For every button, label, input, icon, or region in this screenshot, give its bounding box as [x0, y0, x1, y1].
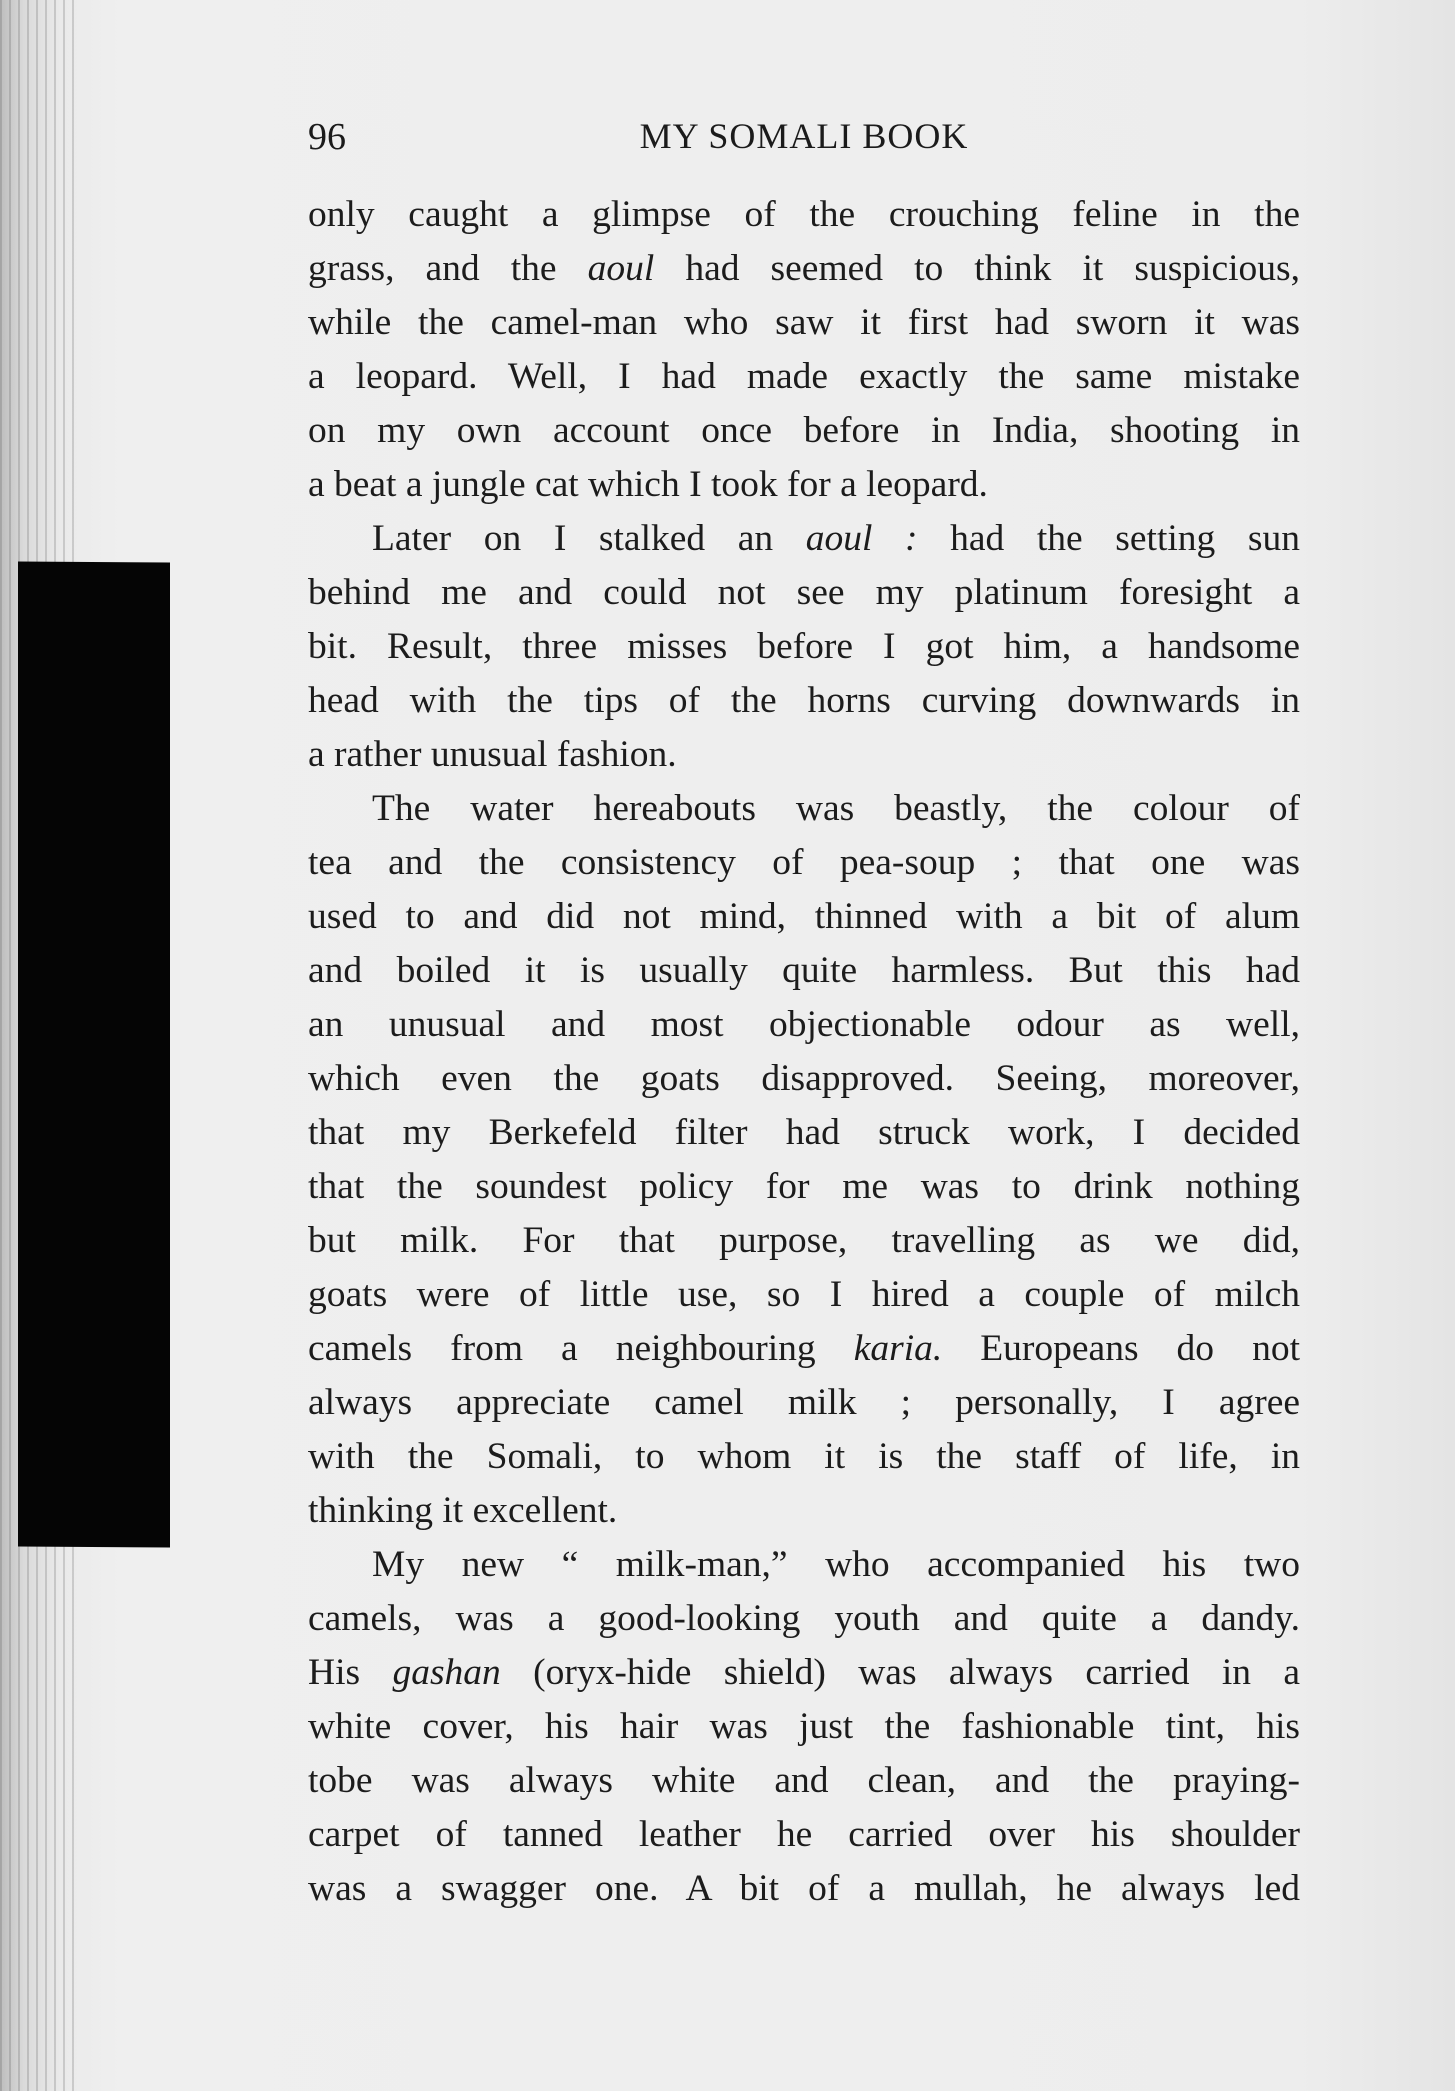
- text-line: [308, 1322, 1300, 1376]
- text-segment: an unusual and most objectionable odour as well,: [308, 1004, 1300, 1045]
- text-line: [308, 1214, 1300, 1268]
- text-line: [308, 350, 1300, 404]
- text-line: [308, 782, 1300, 836]
- text-line: [308, 1160, 1300, 1214]
- text-segment: was a swagger one. A bit of a mullah, he always led: [308, 1868, 1300, 1909]
- text-line: [308, 512, 1300, 566]
- text-segment: bit. Result, three misses before I got him, a handsome: [308, 626, 1300, 667]
- text-segment: only caught a glimpse of the crouching feline in the: [308, 194, 1300, 235]
- italic-term: aoul :: [805, 518, 918, 559]
- text-line: [308, 1646, 1300, 1700]
- page-number: 96: [308, 116, 346, 158]
- text-segment: a rather unusual fashion.: [308, 734, 677, 775]
- text-segment: (oryx-hide shield) was always carried in a: [500, 1652, 1300, 1693]
- body-text: [308, 188, 1300, 1916]
- text-segment: while the camel-man who saw it first had sworn it was: [308, 302, 1300, 343]
- text-line: [308, 1052, 1300, 1106]
- text-segment: behind me and could not see my platinum foresight a: [308, 572, 1300, 613]
- text-segment: with the Somali, to whom it is the staff of life, in: [308, 1436, 1300, 1477]
- text-segment: a leopard. Well, I had made exactly the same mistake: [308, 356, 1300, 397]
- italic-term: aoul: [587, 248, 655, 289]
- text-segment: The water hereabouts was beastly, the colour of: [372, 788, 1300, 829]
- text-line: [308, 188, 1300, 242]
- text-segment: a beat a jungle cat which I took for a leopard.: [308, 464, 988, 505]
- text-line: [308, 1376, 1300, 1430]
- text-segment: grass, and the: [308, 248, 588, 289]
- text-segment: on my own account once before in India, shooting in: [308, 410, 1300, 451]
- text-segment: carpet of tanned leather he carried over his shoulder: [308, 1814, 1300, 1855]
- text-segment: Later on I stalked an: [372, 518, 806, 559]
- text-line: [308, 1430, 1300, 1484]
- text-line: [308, 566, 1300, 620]
- running-head: MY SOMALI BOOK: [639, 116, 969, 156]
- text-line: [308, 836, 1300, 890]
- text-segment: camels from a neighbouring: [308, 1328, 854, 1369]
- text-line: [308, 404, 1300, 458]
- text-segment: used to and did not mind, thinned with a bit of alum: [308, 896, 1300, 937]
- text-segment: head with the tips of the horns curving downwards in: [308, 680, 1300, 721]
- text-segment: had seemed to think it suspicious,: [654, 248, 1300, 289]
- text-line: [308, 1592, 1300, 1646]
- text-segment: tobe was always white and clean, and the praying-: [308, 1760, 1300, 1801]
- text-line: [308, 674, 1300, 728]
- text-line: [308, 1268, 1300, 1322]
- text-segment: that the soundest policy for me was to drink nothing: [308, 1166, 1300, 1207]
- text-segment: and boiled it is usually quite harmless. But this had: [308, 950, 1300, 991]
- text-line: [308, 1700, 1300, 1754]
- text-line: [308, 1484, 1300, 1538]
- italic-term: karia.: [853, 1328, 943, 1369]
- black-tab-marker: [18, 561, 170, 1547]
- italic-term: gashan: [392, 1652, 501, 1693]
- page-header: [308, 115, 1300, 175]
- text-segment: which even the goats disapproved. Seeing, moreover,: [308, 1058, 1300, 1099]
- text-segment: thinking it excellent.: [308, 1490, 618, 1531]
- text-line: [308, 1106, 1300, 1160]
- text-line: [308, 1538, 1300, 1592]
- text-line: [308, 1754, 1300, 1808]
- text-segment: Europeans do not: [942, 1328, 1300, 1369]
- text-line: [308, 458, 1300, 512]
- text-segment: white cover, his hair was just the fashionable tint, his: [308, 1706, 1300, 1747]
- text-segment: My new “ milk-man,” who accompanied his two: [372, 1544, 1300, 1585]
- text-line: [308, 296, 1300, 350]
- text-line: [308, 944, 1300, 998]
- text-line: [308, 620, 1300, 674]
- text-segment: but milk. For that purpose, travelling as we did,: [308, 1220, 1300, 1261]
- text-segment: always appreciate camel milk ; personally, I agree: [308, 1382, 1300, 1423]
- text-segment: that my Berkefeld filter had struck work, I decided: [308, 1112, 1300, 1153]
- text-line: [308, 242, 1300, 296]
- text-line: [308, 890, 1300, 944]
- text-line: [308, 728, 1300, 782]
- text-segment: camels, was a good-looking youth and quite a dandy.: [308, 1598, 1300, 1639]
- text-line: [308, 1808, 1300, 1862]
- text-segment: tea and the consistency of pea-soup ; that one was: [308, 842, 1300, 883]
- text-segment: goats were of little use, so I hired a couple of milch: [308, 1274, 1300, 1315]
- text-segment: had the setting sun: [917, 518, 1300, 559]
- text-line: [308, 1862, 1300, 1916]
- text-segment: His: [308, 1652, 393, 1693]
- text-line: [308, 998, 1300, 1052]
